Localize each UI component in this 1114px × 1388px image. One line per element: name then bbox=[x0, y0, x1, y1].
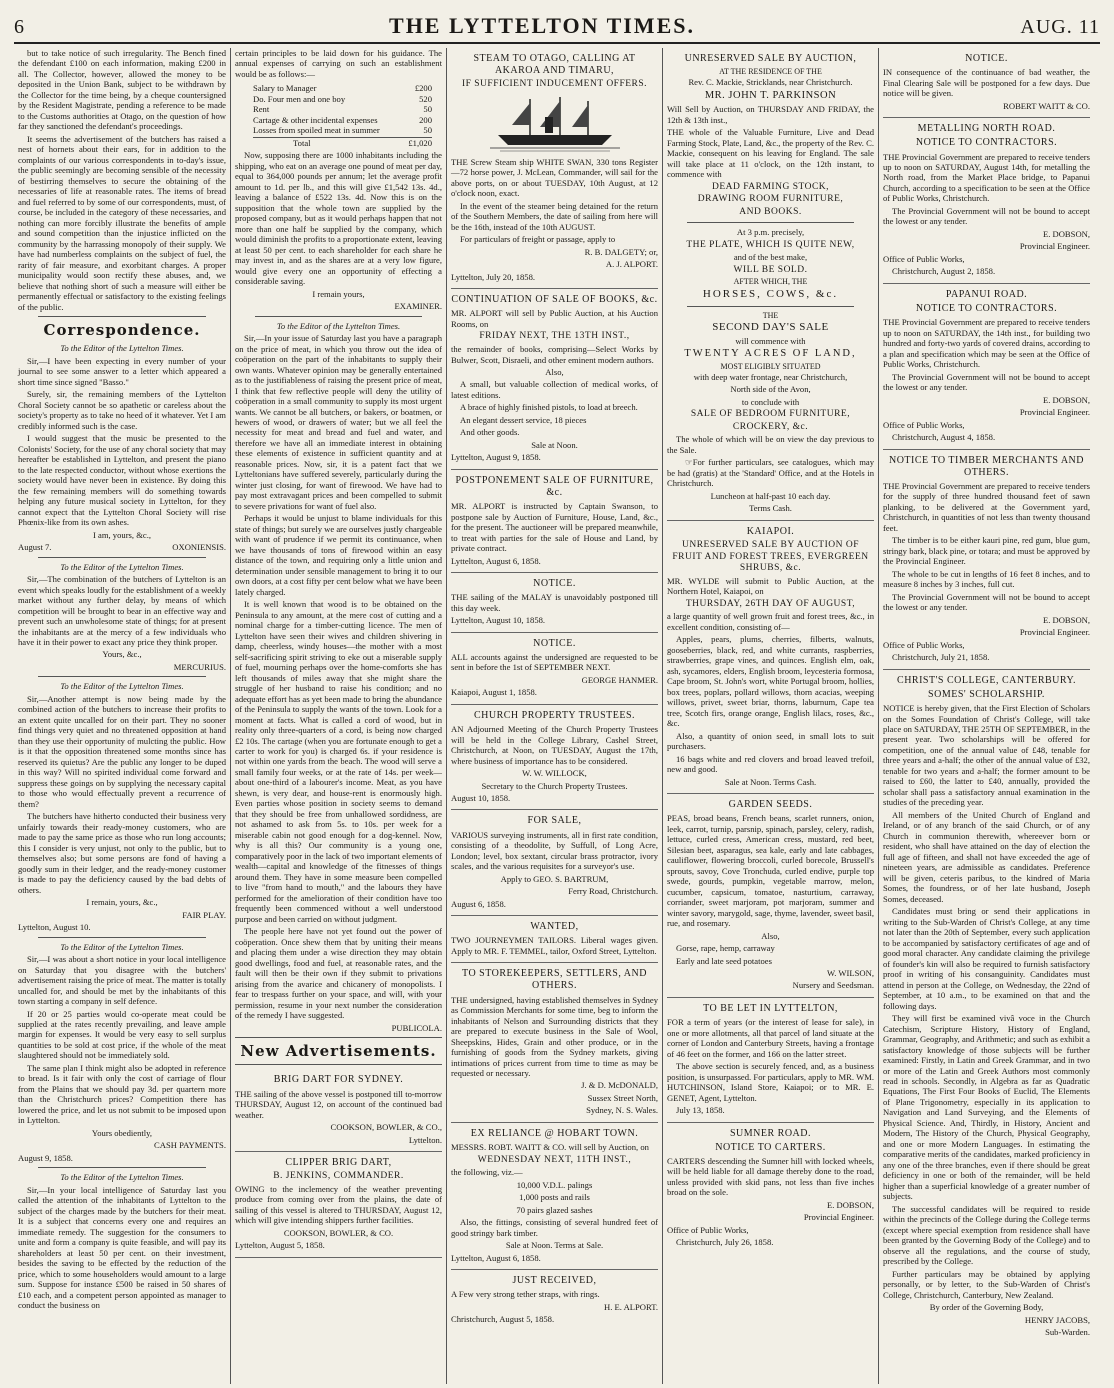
advert-unreserved-sale bbox=[667, 48, 874, 521]
advert-body: THE Provincial Government are prepared to receive tenders up to noon on SATURDAY, August 14th, for metalling the North road, from the Market Place bridge, to Papanui Church, according to a specification to be seen at the Office of Public Works, Christchurch. bbox=[883, 151, 1090, 204]
advert-signature: H. E. ALPORT. bbox=[604, 1301, 658, 1312]
advert-item: MOST ELIGIBLY SITUATED bbox=[720, 362, 821, 372]
advert-title: KAIAPOI. bbox=[746, 525, 795, 537]
letter-date: August 9, 1858. bbox=[18, 1152, 73, 1163]
advert-body: The whole of which will be on view the day previous to the Sale. bbox=[667, 434, 874, 455]
divider bbox=[687, 306, 854, 307]
advert-date: Lyttelton, August 10, 1858. bbox=[451, 615, 546, 626]
advert-body: VARIOUS surveying instruments, all in first rate condition, consisting of a theodolite, by Suffull, of Long Acre, London; level, box sextant, circular brass protractor, ivory scales, and the various requisites for a surveyor's use. bbox=[451, 829, 658, 872]
advert-title: BRIG DART FOR SYDNEY. bbox=[273, 1074, 404, 1086]
advert-residence: Rev. C. Mackie, Stricklands, near Christchurch. bbox=[688, 76, 853, 87]
advert-title: STEAM TO OTAGO, CALLING AT AKAROA AND TIMARU, bbox=[473, 53, 636, 77]
advert-body: MESSRS. ROBT. WAITT & CO. will sell by Auction, on bbox=[451, 1142, 649, 1153]
advert-continuation-sale bbox=[451, 289, 658, 470]
advert-item: WILL BE SOLD. bbox=[733, 264, 808, 275]
advert-date: Christchurch, July 21, 1858. bbox=[892, 652, 990, 663]
advert-garden-seeds bbox=[667, 794, 874, 998]
letter-paragraph: Sir,—The combination of the butchers of Lyttelton is an event which speaks loudly for the establishment of a weekly market without any further delay, by means of which competition will be brought to bear in an effective way and prevent such an unwholesome state of things; for at present the inhabitants are at the mercy of a few individuals who have it in their power to exact any price they think proper. bbox=[18, 574, 226, 647]
advert-body: TWO JOURNEYMEN TAILORS. Liberal wages given. Apply to MR. F. TEMMEL, tailor, Oxford Street, Lyttelton. bbox=[451, 935, 658, 956]
advert-subtitle: IF SUFFICIENT INDUCEMENT OFFERS. bbox=[461, 79, 648, 90]
letter-paragraph: Perhaps it would be unjust to blame individuals for this state of things; but surely we are ourselves justly chargeable with want of prudence if we permit its continuance, when we have thousands of tons of firewood within an easy distance of the town, and requiring only a little union and determination under sensible management to bring it to our own doors, at a cost fifty per cent below what we have been lately charged. bbox=[235, 513, 442, 597]
advert-signature: E. DOBSON, bbox=[1042, 614, 1090, 625]
advert-date: Lyttelton, August 6, 1858. bbox=[451, 1252, 541, 1263]
advert-title: NOTICE. bbox=[965, 53, 1008, 64]
advert-signature: ROBERT WAITT & CO. bbox=[1003, 100, 1090, 111]
advert-at: AT THE RESIDENCE OF THE bbox=[719, 67, 822, 77]
letter-paragraph: Now, supposing there are 1000 inhabitants including the shipping, who eat on an average one pound of meat per day, equal to 364,000 pounds per annum; let the average profit amount to 1d. per lb., and this will give £1,542 13s. 4d., leaving a balance of £522 13s. 4d. Now this is on the supposition that the whole town are supplied by the proposed company, but as it would perhaps happen that not more than one half be supplied by the company, which would diminish the profits to a proportionate extent, leaving at least 50 per cent. to each shareholder for each share he may invest in, and as the shares are at a very low figure, would give every one an opportunity of effecting a considerable saving. bbox=[235, 150, 442, 287]
masthead bbox=[14, 0, 1100, 44]
advert-body: THE whole of the Valuable Furniture, Live and Dead Farming Stock, Plate, Land, &c., the property of the Rev. C. Mackie, consequent on his leaving for England. The sale will take place at 11 o'clock, on the 12th instant, to commence with bbox=[667, 127, 874, 180]
column-5 bbox=[878, 48, 1094, 1384]
advert-item: North side of the Avon, bbox=[730, 384, 811, 395]
advert-signature: J. & D. McDONALD, bbox=[581, 1080, 658, 1091]
letter-signature: CASH PAYMENTS. bbox=[154, 1140, 226, 1151]
advert-list-item: 10,000 V.D.L. palings bbox=[516, 1179, 593, 1190]
letter-paragraph: If 20 or 25 parties would co-operate meat could be supplied at the rates recently prevailing, and leave ample margin for expenses. It would be very easy to sell surplus quantities to be sold at cost price, if the whole of the meat slaughtered should not be immediately sold. bbox=[18, 1008, 226, 1061]
advert-storekeepers bbox=[451, 963, 658, 1123]
advert-church-trustees bbox=[451, 705, 658, 811]
advert-address: Sydney, N. S. Wales. bbox=[586, 1105, 658, 1116]
advert-body: A small, but valuable collection of medical works, of latest editions. bbox=[451, 379, 658, 400]
advert-body: Luncheon at half-past 10 each day. bbox=[710, 490, 831, 501]
advert-date: Lyttelton, July 20, 1858. bbox=[451, 271, 536, 282]
advert-body: The Provincial Government will not be bound to accept the lowest or any tender. bbox=[883, 371, 1090, 393]
advert-title: TO BE LET IN LYTTELTON, bbox=[703, 1002, 838, 1014]
advert-place: Ferry Road, Christchurch. bbox=[568, 886, 658, 897]
advert-time: At 3 p.m. precisely, bbox=[736, 227, 805, 238]
advert-title: FOR SALE, bbox=[527, 815, 582, 827]
advert-body: a large quantity of well grown fruit and forest trees, &c., in excellent condition, consisting of— bbox=[667, 611, 874, 632]
advert-date: Kaiapoi, August 1, 1858. bbox=[451, 687, 537, 698]
advert-signature: COOKSON, BOWLER, & CO. bbox=[283, 1227, 394, 1238]
advert-signature: HENRY JACOBS, bbox=[1024, 1314, 1090, 1325]
advert-date: Lyttelton, August 9, 1858. bbox=[451, 452, 541, 463]
advert-signature: W. WILSON, bbox=[826, 968, 874, 978]
advert-body: For particulars of freight or passage, apply to bbox=[460, 234, 616, 245]
section-title: Correspondence. bbox=[43, 321, 201, 340]
advert-item: THE bbox=[762, 310, 779, 320]
advert-title: METALLING NORTH ROAD. bbox=[917, 123, 1056, 135]
advert-title: EX RELIANCE @ HOBART TOWN. bbox=[470, 1127, 639, 1139]
letter-closing: I remain, yours, &c., bbox=[86, 897, 158, 908]
divider bbox=[235, 1037, 442, 1038]
expense-table bbox=[235, 81, 442, 150]
advert-brig-dart bbox=[235, 1069, 442, 1152]
advert-list-item: 70 pairs glazed sashes bbox=[516, 1204, 593, 1215]
advert-item: with deep water frontage, near Christchurch, bbox=[693, 371, 848, 382]
advert-body: FOR a term of years (or the interest of lease for sale), in one or more allotments, all that parcel of land situate at the corner of London and Canterbury Streets, having a frontage of 46 feet on the former, and 166 on the latter street. bbox=[667, 1017, 874, 1059]
advert-terms: Sale at Noon. Terms at Sale. bbox=[505, 1240, 604, 1251]
column-3 bbox=[446, 48, 662, 1384]
advert-body: MR. WYLDE will submit to Public Auction, at the Northern Hotel, Kaiapoi, on bbox=[667, 575, 874, 597]
advert-kaiapoi bbox=[667, 521, 874, 794]
advert-body: OWING to the inclemency of the weather preventing produce from coming over from the plains, the date of sailing of this vessel is altered to THURSDAY, August 12, which will give intending shippers further facilities. bbox=[235, 1183, 442, 1226]
letter-salutation: To the Editor of the Lyttelton Times. bbox=[60, 561, 184, 572]
advert-item: CROCKERY, &c. bbox=[732, 421, 809, 432]
expense-row: Salary to Manager £200 bbox=[253, 83, 432, 94]
letter-closing: I am, yours, &c., bbox=[93, 529, 151, 540]
advert-date: Lyttelton, August 5, 1858. bbox=[235, 1240, 325, 1251]
advert-body: Further particulars may be obtained by applying personally, or by letter, to the Sub-Warden of Christ's College, Christchurch, Canterbury, New Zealand. bbox=[883, 1268, 1090, 1300]
advert-date: July 13, 1858. bbox=[676, 1105, 725, 1116]
advert-signature: E. DOBSON, bbox=[1042, 228, 1090, 239]
letter-paragraph: The butchers have hitherto conducted their business very unfairly towards their ready-money customers, who are made to pay the same price as those who run long accounts; this I consider is very unjust, not only to the public, but to themselves also; but some persons are fond of having a goodly sum in their ledger, and the ready-money customer is made to pay the deficiency caused by the bad debts of others. bbox=[18, 811, 226, 895]
advert-item: will commence with bbox=[735, 335, 806, 346]
advert-title: NOTICE TO TIMBER MERCHANTS AND OTHERS. bbox=[888, 454, 1084, 478]
advert-address: Sussex Street North, bbox=[587, 1092, 658, 1103]
advert-item: SECOND DAY'S SALE bbox=[712, 321, 829, 334]
advert-subtitle: UNRESERVED SALE BY AUCTION OF FRUIT AND FOREST TREES, EVERGREEN SHRUBS, &c. bbox=[672, 540, 869, 574]
advert-day: THURSDAY, 26TH DAY OF AUGUST, bbox=[685, 598, 856, 609]
advert-list: Apples, pears, plums, cherries, filberts, walnuts, gooseberries, black, red, and white currants, raspberries, strawberries, grape vines, and quinces. English elm, oak, ash, sycamores, elders, English broom, leycesteria formosa, Cape broom, St. John's wort, white Portugal broom, hollies, box trees, poplars, pollard willows, thorn acacias, weeping willows, privet, sweet briar, thorns, laburnum, Cape tea tree, Scotch firs, orange orange, English lilacs, roses, &c., &c. bbox=[667, 634, 874, 729]
advert-body: THE Provincial Government are prepared to receive tenders up to noon on SATURDAY, the 14th inst., for building two hundred and forty-two yards of covered drains, according to a plan and specification which may be seen at the Office of Public Works, Christchurch. bbox=[883, 317, 1090, 370]
advert-body: Gorse, rape, hemp, carraway bbox=[676, 943, 775, 954]
advert-body: PEAS, broad beans, French beans, scarlet runners, onion, leek, carrot, turnip, parsnip, spinach, parsley, celery, radish, lettuce, curled cress, American cress, mustard, red beet, Silesian beet, asparagus, sea kale, early and late cabbages, cauliflower, flowering broccoli, curled borecole, Brussell's sprouts, savoy, Cove Tronchuda, curled endive, purple top swede, gourds, pumpkin, vegetable marrow, melon, cucumber, capsicum, tomatoe, nasturtium, carraway, corriander, sweet marjoram, pot marjoram, summer and winter savory, marygold, sage, thyme, lavender, sweet basil, rue, and rosemary. bbox=[667, 813, 874, 929]
advert-item: AFTER WHICH, THE bbox=[733, 277, 808, 287]
advert-terms: Sale at Noon. Terms Cash. bbox=[724, 776, 817, 787]
divider bbox=[38, 1167, 206, 1168]
advert-body: THE Screw Steam ship WHITE SWAN, 330 tons Register—72 horse power, J. McLean, Commander, will sail for the above ports, on or about TUESDAY, 10th August, at 12 o'clock noon, exact. bbox=[451, 156, 658, 199]
advert-day: FRIDAY NEXT, THE 13TH INST., bbox=[479, 331, 630, 342]
page-number: 6 bbox=[14, 16, 24, 38]
advert-also: Also, bbox=[545, 366, 564, 377]
advert-subtitle: NOTICE TO CONTRACTORS. bbox=[915, 303, 1058, 315]
advert-body: The whole to be cut in lengths of 16 feet 8 inches, and to measure 8 inches by 3 inches, full cut. bbox=[883, 568, 1090, 590]
advert-title: WANTED, bbox=[530, 921, 579, 933]
advert-title: JUST RECEIVED, bbox=[512, 1275, 597, 1287]
advert-title: GARDEN SEEDS. bbox=[728, 799, 813, 811]
advert-body: NOTICE is hereby given, that the First Election of Scholars on the Somes Foundation of Christ's College, will take place on SATURDAY, THE 25TH OF SEPTEMBER, in the present year. Two scholarships will be offered for competition, one of the annual value of £48, tenable for three years and a-half; the other of the annual value of £32, tenable for two years and a-half; the former amount to be raised to £60, the latter to £40, annually, provided the scholar shall pass a satisfactory annual examination in the studies of the preceding year. bbox=[883, 703, 1090, 808]
advert-day: WEDNESDAY NEXT, 11TH INST., bbox=[477, 1154, 632, 1165]
divider bbox=[38, 676, 206, 677]
advert-body: ALL accounts against the undersigned are requested to be sent in before the 1st of SEPTEMBER NEXT. bbox=[451, 651, 658, 673]
divider bbox=[38, 937, 206, 938]
advert-body: Also, a quantity of onion seed, in small lots to suit purchasers. bbox=[667, 730, 874, 752]
advert-item: to conclude with bbox=[741, 396, 800, 407]
letter-closing: Yours, &c., bbox=[102, 649, 142, 660]
letter-paragraph: Surely, sir, the remaining members of the Lyttelton Choral Society cannot be so apathetic or careless about the society's property as to take no heed of it whatever. Yet I am credibly informed such is the case. bbox=[18, 389, 226, 431]
divider bbox=[38, 557, 206, 558]
advert-body: The Provincial Government will not be bound to accept the lowest or any tender. bbox=[883, 205, 1090, 227]
advert-agent: R. B. DALGETY; or, bbox=[584, 246, 658, 257]
advert-title: NOTICE. bbox=[533, 578, 576, 590]
advert-title: CONTINUATION OF SALE OF BOOKS, &c. bbox=[451, 294, 658, 306]
advert-item: HORSES, COWS, &c. bbox=[702, 288, 839, 301]
advert-title: PAPANUI ROAD. bbox=[945, 288, 1028, 300]
advert-body: An elegant dessert service, 18 pieces bbox=[460, 414, 587, 425]
letter-signature: PUBLICOLA. bbox=[391, 1022, 442, 1033]
letter-signature: EXAMINER. bbox=[394, 301, 442, 312]
advert-item: TWENTY ACRES OF LAND, bbox=[684, 348, 857, 360]
pointing-hand-icon: ☞ bbox=[685, 457, 693, 468]
letter-paragraph: Sir,—I have been expecting in every number of your journal to see some answer to a letter which appeared a short time since signed "Basso." bbox=[18, 355, 226, 387]
letter-salutation: To the Editor of the Lyttelton Times. bbox=[60, 1172, 184, 1183]
advert-signature: COOKSON, BOWLER, & CO., bbox=[330, 1122, 442, 1133]
issue-date: AUG. 11 bbox=[1020, 16, 1100, 38]
expense-row: Cartage & other incidental expenses 200 bbox=[253, 114, 432, 125]
letter-salutation: To the Editor of the Lyttelton Times. bbox=[60, 941, 184, 952]
advert-office: Office of Public Works, bbox=[883, 639, 965, 650]
letter-paragraph: Sir,—Another attempt is now being made by the combined action of the butchers to increase their profits to an extent quite uncalled for on their part. They no sooner find things very quiet and no threatened opposition at hand than they use their opportunity of mulcting the public. How is it that the opposition threatened some months since has reserved its quietus? Are the public any longer to be duped in this way? Will no spirited individual come forward and suppress these goings on by supplying the necessary capital to those who would effectually prevent a recurrence of them? bbox=[18, 693, 226, 809]
advert-body: A Few very strong tether straps, with rings. bbox=[451, 1289, 600, 1300]
advert-date: August 10, 1858. bbox=[451, 793, 511, 803]
advert-clipper-brig bbox=[235, 1152, 442, 1258]
letter-salutation: To the Editor of the Lyttelton Times. bbox=[60, 343, 184, 354]
letter-paragraph: Sir,—In your issue of Saturday last you have a paragraph on the price of meat, in which you throw out the idea of coöperation on the part of the inhabitants to supply their own wants. Whatever opinion may be generally entertained as to the justifiableness of raising the present price of meat, I think that few reflective people will deny the utility of coöperation in a small community to supply its most urgent wants. We cannot be all butchers, or bakers, or boatmen, or hewers of wood, or drawers of water; but we all feel the necessity for meat and bread and fuel and water, and therefore we have all an immediate interest in obtaining these elements of existence in sufficient quantity and at reasonable prices. Now, sir, it is a patent fact that we Lytteltonians have suffered severely, particularly during the winter just closing, for want of firewood. We have had to pay most extravagant prices and been compelled to submit to severe privations for want of fuel also. bbox=[235, 333, 442, 511]
advert-office: Office of Public Works, bbox=[883, 253, 965, 264]
letter-salutation: To the Editor of the Lyttelton Times. bbox=[60, 681, 184, 692]
advert-steam-otago bbox=[451, 48, 658, 289]
column-1 bbox=[14, 48, 230, 1384]
letter-paragraph: I would suggest that the music be presented to the Colonists' Society, for the use of any choral society that may hereafter be established in Lyttelton, and present the piano to the late respected conductor, without whose exertions the society would have never been in existence. By doing this the few remaining members will do something towards helping any future musical society in Lyttelton, for they cannot expect that the Lyttelton Choral Society will rise Phœnix-like from its own ashes. bbox=[18, 433, 226, 528]
letter-paragraph: Sir,—I was about a short notice in your local intelligence on Saturday that you disagree with the butchers' advertisement raising the price of meat. The matter is totally uncalled for, and should be met by the inhabitants of this town starting a company in self defence. bbox=[18, 954, 226, 1007]
advert-body: 16 bags white and red clovers and broad leaved trefoil, new and good. bbox=[667, 753, 874, 775]
advert-subtitle: NOTICE TO CARTERS. bbox=[715, 1141, 826, 1153]
advert-office: Office of Public Works, bbox=[667, 1224, 749, 1235]
advert-subtitle: SOMES' SCHOLARSHIP. bbox=[928, 688, 1045, 700]
advert-body: IN consequence of the continuance of bad weather, the Final Clearing Sale will be postponed for a few days. Due notice will be given. bbox=[883, 67, 1090, 99]
advert-subtitle: NOTICE TO CONTRACTORS. bbox=[915, 137, 1058, 149]
advert-by-order: By order of the Governing Body, bbox=[929, 1302, 1044, 1313]
advert-body: The above section is securely fenced, and, as a business position, is unsurpassed. For particulars, apply to MR. WM. HUTCHINSON, Island Store, Kaiapoi; or to MR. E. GENET, Agent, Lyttelton. bbox=[667, 1061, 874, 1103]
advert-body: THE undersigned, having established themselves in Sydney as Commission Merchants for some time, beg to inform the inhabitants of Nelson and Surrounding districts that they are prepared to execute business in the Sale of Wool, Sheepskins, Hides, Grain and other produce, or in the furnishing of goods from the Sydney markets, giving intimations of prices current from time to time as may be requested or necessary. bbox=[451, 994, 658, 1078]
advert-role: Sub-Warden. bbox=[1045, 1327, 1090, 1338]
advert-title: NOTICE. bbox=[533, 637, 576, 649]
advert-date: Christchurch, August 4, 1858. bbox=[892, 432, 996, 443]
letter-signature: MERCURIUS. bbox=[173, 661, 226, 672]
advert-body: Also, the fittings, consisting of several hundred feet of good stringy bark timber. bbox=[451, 1217, 658, 1238]
advert-title: CLIPPER BRIG DART, bbox=[285, 1156, 392, 1168]
expense-row: Losses from spoiled meat in summer 50 bbox=[253, 125, 432, 136]
divider bbox=[255, 316, 422, 317]
advert-just-received bbox=[451, 1270, 658, 1331]
letter-paragraph: The people here have not yet found out the power of coöperation. Once shew them that by uniting their means and placing them under a wise direction they may obtain good dwellings, food and fuel, at reasonable rates, and the fault will then be their own if they submit to privations arising from the avarice and chicanery of monopolists. I fear to trespass further on your space, and will, with your permission, resume in your next number the consideration of the remedy I have suggested. bbox=[235, 926, 442, 1021]
advert-body: All members of the United Church of England and Ireland, or of any branch of the said Church, or of any Church in communion therewith, whereever born or resident, who shall have attained on the day of election the full age of fifteen, and shall not have exceeded the age of nineteen years, are admissible as candidates. Preference will be given, ceteris paribus, to the kindred of Maria Somes, the foundress, or of her late husband, Joseph Somes, deceased. bbox=[883, 809, 1090, 904]
advert-role: Provincial Engineer. bbox=[1019, 627, 1090, 638]
advert-item: AND BOOKS. bbox=[739, 206, 802, 217]
advert-terms: Sale at Noon. bbox=[531, 439, 578, 450]
letter-paragraph: It is well known that wood is to be obtained on the Peninsula to any amount, at the mere cost of cutting and a nominal charge for a timber-cutting licence. The men of Lyttelton have seen their wives and children shivering in damp, cheerless, windy houses—the mother with a most self-sacrificing spirit striving to eke out a miserable supply of fuel, mourning perhaps over the home-comforts she has left thousands of miles away that she might share the struggle of her husband to raise his condition; and no adequate effort has as yet been made to bring the abundance of the Peninsula to supply the wants of the town. Look for a moment at facts. What is called a cord of wood, but in reality only three-quarters of a cord, is being now charged £2 10s. The cartage (when you are fortunate enough to get a carter to work for you) is charged 6s. if your residence is not within one yards from the beach. The wood will serve a small family four weeks, or at the rate of 14s. per week—about one-third of a labourer's income. Meat, as you have shewn, is very dear, and house-rent is enormously high. Even parties whose position in society seems to demand that they should be free from unhallowed sordidness, are not ashamed to ask from 5s. to 10s. per week for a miserable cabin not good enough for a dog-kennel. Now, why is all this? Our community is a young one, comparatively poor in the lack of two important elements of wealth—capital and knowledge of the fitnesses of things around them. They have in some measure been compelled to live "from hand to mouth," and the labours they have performed for the amelioration of their condition have too frequently been commenced without a well understood purpose and been carried on without judgment. bbox=[235, 599, 442, 924]
advert-body: The timber is to be either kauri pine, red gum, blue gum, stringy bark, black pine, or totara; and must be approved by the Provincial Engineer. bbox=[883, 535, 1090, 567]
advert-apply: Apply to GEO. S. BARTRUM, bbox=[500, 873, 609, 884]
article-paragraph: but to take notice of such irregularity. The Bench fined the defendant £100 on each information, making £200 in all. The Collector, however, allowed the money to be deposited in the Union Bank, subject to be withdrawn by the Collector for the time being, by a cheque countersigned by the Resident Magistrate, pending a reference to be made to the Customs authorities at Otago, on the question of how far they sanctioned the defendant's proceedings. bbox=[18, 48, 226, 132]
advert-title: SUMNER ROAD. bbox=[729, 1127, 811, 1139]
advert-for-sale bbox=[451, 810, 658, 916]
advert-role: Secretary to the Church Property Trustees. bbox=[481, 780, 628, 791]
advert-office: Office of Public Works, bbox=[883, 419, 965, 430]
advert-body: Candidates must bring or send their applications in writing to the Sub-Warden of Christ's College, at any time not later than the 20th of September, every such application to be accompanied by satisfactory certificates of age and of good moral character. Any candidate claiming the privilege of founder's kin will also be required to furnish satisfactory proof in writing of his consanguinity. Candidates must attend in person at the College, on Wednesday, the 22nd of September, at 10 a.m., to be examined on that and the following days. bbox=[883, 906, 1090, 1011]
advert-title: POSTPONEMENT SALE OF FURNITURE, &c. bbox=[455, 474, 654, 499]
advert-signature: GEORGE HANMER. bbox=[581, 674, 658, 685]
letter-signoff: August 7. OXONIENSIS. bbox=[18, 542, 226, 553]
advert-body: And other goods. bbox=[460, 427, 520, 438]
letter-paragraph: The same plan I think might also be adopted in reference to bread. Is it fair with only the cost of carriage of flour from the Plains that we should pay 3d. per quartern more than the Christchurch prices? Competition there has lowered the price, and let us not submit to be imposed upon in Lyttelton. bbox=[18, 1062, 226, 1126]
advert-role: Provincial Engineer. bbox=[803, 1212, 874, 1223]
advert-notice-malay bbox=[451, 573, 658, 633]
advert-also: Also, bbox=[761, 930, 780, 941]
advert-agent: A. J. ALPORT. bbox=[605, 259, 658, 270]
advert-list-intro: the following, viz.— bbox=[451, 1167, 523, 1178]
expense-row: Do. Four men and one boy 520 bbox=[253, 93, 432, 104]
divider bbox=[235, 1064, 442, 1065]
advert-body: ☞For further particulars, see catalogues, which may be had (gratis) at the 'Standard' Office, and at the Hotels in Christchurch. bbox=[667, 457, 874, 489]
advert-item: and of the best make, bbox=[733, 252, 808, 263]
advert-role: Provincial Engineer. bbox=[1019, 241, 1090, 252]
advert-body: MR. ALPORT will sell by Public Auction, at his Auction Rooms, on bbox=[451, 308, 658, 329]
advert-date: Lyttelton, August 6, 1858. bbox=[451, 555, 541, 566]
advert-body: The Provincial Government will not be bound to accept the lowest or any tender. bbox=[883, 591, 1090, 613]
advert-list-item: 1,000 posts and rails bbox=[519, 1192, 590, 1203]
advert-body: CARTERS descending the Sumner hill with locked wheels, will be held liable for all damage thereby done to the road, unless provided with skid pans, not less than five inches broad on the sole. bbox=[667, 1155, 874, 1198]
advert-item: THE PLATE, WHICH IS QUITE NEW, bbox=[686, 239, 855, 250]
advert-date: August 6, 1858. bbox=[451, 898, 506, 909]
advert-body: THE sailing of the MALAY is unavoidably postponed till this day week. bbox=[451, 592, 658, 613]
letter-closing: Yours obediently, bbox=[91, 1127, 153, 1138]
expense-total: Total £1,020 bbox=[253, 137, 432, 148]
letter-salutation: To the Editor of the Lyttelton Times. bbox=[276, 320, 401, 331]
advert-hobart-town bbox=[451, 1123, 658, 1270]
advert-body: Early and late seed potatoes bbox=[676, 955, 772, 966]
advert-item: DRAWING ROOM FURNITURE, bbox=[697, 194, 844, 205]
advert-title: CHRIST'S COLLEGE, CANTERBURY. bbox=[897, 674, 1076, 686]
advert-signature: W. W. WILLOCK, bbox=[522, 768, 587, 779]
advert-postponement bbox=[451, 470, 658, 573]
advert-to-let bbox=[667, 998, 874, 1123]
advert-title: UNRESERVED SALE BY AUCTION, bbox=[684, 53, 857, 64]
divider bbox=[38, 316, 206, 317]
advert-title: TO STOREKEEPERS, SETTLERS, AND OTHERS. bbox=[462, 968, 647, 992]
column-2 bbox=[230, 48, 446, 1384]
advert-metalling-north-road bbox=[883, 118, 1090, 284]
advert-body: the remainder of books, comprising—Select Works by Bulwer, Scott, Disraeli, and other eminent modern authors. bbox=[451, 344, 658, 365]
advert-notice-clearing bbox=[883, 48, 1090, 118]
advert-body: MR. ALPORT is instructed by Captain Swanson, to postpone sale by Auction of Furniture, House, Land, &c., for the present. The auctioneer will be prepared meanwhile, to treat with parties for the sale of House and Land, by private contract. bbox=[451, 501, 658, 554]
advert-date: Christchurch, July 26, 1858. bbox=[676, 1237, 774, 1248]
advert-wanted bbox=[451, 916, 658, 963]
letter-signature: FAIR PLAY. bbox=[182, 909, 226, 920]
advert-signature: E. DOBSON, bbox=[826, 1199, 874, 1210]
newspaper-title: THE LYTTELTON TIMES. bbox=[389, 13, 695, 38]
advert-body: Will Sell by Auction, on THURSDAY AND FRIDAY, the 12th & 13th inst., bbox=[667, 104, 874, 125]
advert-body: AN Adjourned Meeting of the Church Property Trustees will be held in the College Library, Cashel Street, Christchurch, at Noon, on TUESDAY, August the 17th, where business of importance has to be considered. bbox=[451, 724, 658, 766]
advert-body: The successful candidates will be required to reside within the precincts of the College during the College terms (except where special exemption from residence shall have been granted by the Governing Body of the College) and to observe all the regulations, and the course of study, prescribed by the College. bbox=[883, 1203, 1090, 1267]
advert-body: A brace of highly finished pistols, to load at breech. bbox=[460, 402, 638, 413]
article-paragraph: It seems the advertisement of the butchers has raised a nest of hornets about their ears, for in addition to the complaints of our various correspondents in to-day's issue, the public seemingly are becoming sensible of the necessity of bestirring themselves to secure the obtaining of the necessaries of life at reasonable rates. The items of bread and fuel referred to by some of our correspondents, must, of course, be included in the category of these necessaries, and nothing can more forcibly illustrate the benefits of ample and sound competition than the injustice inflicted on the community by the harrassing monopoly of their supply. We have had numberless complaints on the subject of fuel, the rarity of fair measure, and exorbitant charges. A proper municipality would soon rectify these abuses, and, we believe that nothing short of such a measure will either be permanently effectual or satisfactory to the existing feelings of the public. bbox=[18, 133, 226, 312]
advert-place: Lyttelton. bbox=[408, 1134, 442, 1145]
advert-date: Christchurch, August 2, 1858. bbox=[892, 266, 996, 277]
advert-date: Christchurch, August 5, 1858. bbox=[451, 1314, 555, 1325]
column-4 bbox=[662, 48, 878, 1384]
advert-item: DEAD FARMING STOCK, bbox=[711, 181, 830, 192]
letter-closing: I remain yours, bbox=[312, 288, 365, 299]
advert-christs-college bbox=[883, 670, 1090, 1344]
letter-paragraph: certain principles to be laid down for his guidance. The annual expenses of carrying on such an establishment would be as follows:— bbox=[235, 48, 442, 79]
advert-timber-merchants bbox=[883, 450, 1090, 670]
letter-date: Lyttelton, August 10. bbox=[18, 922, 91, 933]
expense-row: Rent 50 bbox=[253, 104, 432, 115]
advert-role: Provincial Engineer. bbox=[1019, 407, 1090, 418]
advert-signature: E. DOBSON, bbox=[1042, 394, 1090, 405]
section-title: New Advertisements. bbox=[240, 1042, 437, 1061]
advert-item: SALE OF BEDROOM FURNITURE, bbox=[690, 409, 851, 420]
advert-body: THE sailing of the above vessel is postponed till to-morrow THURSDAY, August 12, on account of the continued bad weather. bbox=[235, 1088, 442, 1120]
advert-papanui-road bbox=[883, 284, 1090, 450]
advert-notice-accounts bbox=[451, 633, 658, 705]
divider bbox=[687, 222, 854, 223]
advert-role: Nursery and Seedsman. bbox=[792, 980, 874, 991]
advert-body: THE Provincial Government are prepared to receive tenders for the supply of three hundred thousand feet of sawn planking, to be delivered at the Government yard, Christchurch, in quantities of not less than twenty thousand feet. bbox=[883, 480, 1090, 533]
advert-terms: Terms Cash. bbox=[749, 503, 792, 514]
advert-sumner-road bbox=[667, 1123, 874, 1254]
advert-subtitle: B. JENKINS, COMMANDER. bbox=[273, 1171, 404, 1182]
steamship-icon bbox=[451, 95, 658, 153]
auctioneer-name: MR. JOHN T. PARKINSON bbox=[704, 90, 837, 102]
advert-title: CHURCH PROPERTY TRUSTEES. bbox=[473, 709, 636, 721]
letter-paragraph: Sir,—In your local intelligence of Saturday last you called the attention of the inhabitants of Lyttelton to the subject of the charges made by the butchers for their meat. It is a subject that concerns every one and requires an immediate remedy. The suggestion for the consumers to unite and form a company is quite feasible, and will pay its shareholders at least 50 per cent. on their investment, besides the saving to be effected by the reduction of the price, which to some householders would amount to a large sum. Suppose for instance £500 be raised in 50 shares of £10 each, and a competent person appointed as manager to conduct the business on bbox=[18, 1184, 226, 1311]
advert-body: They will first be examined vivâ voce in the Church Catechism, Scripture History, History of England, Grammar, Geography, and Arithmetic; and such as exhibit a satisfactory knowledge of those subjects will be further examined: Firstly, in Latin and Greek Grammar, and in two or more of the Latin and Greek Authors most commonly read in schools. Secondly, in Algebra as far as Quadratic Equations, The First Four Books of Euclid, The Elements of Plane Trigonometry, especially in its application to Navigation and Land Surveying, and the Elements of Physical Science. And, Thirdly, in History, Ancient and Modern, The History of the Church, Physical Geography, and one or more Modern Languages. In estimating the comparative merits of the candidates, marked proficiency in any one of the three branches, even if there should be great deficiency in one or both of the remainder, will be held higher than a superficial knowledge of a greater number of subjects. bbox=[883, 1013, 1090, 1202]
advert-body: In the event of the steamer being detained for the return of the Southern Members, the date of sailing from here will be the 16th, instead of the 10th AUGUST. bbox=[451, 200, 658, 232]
